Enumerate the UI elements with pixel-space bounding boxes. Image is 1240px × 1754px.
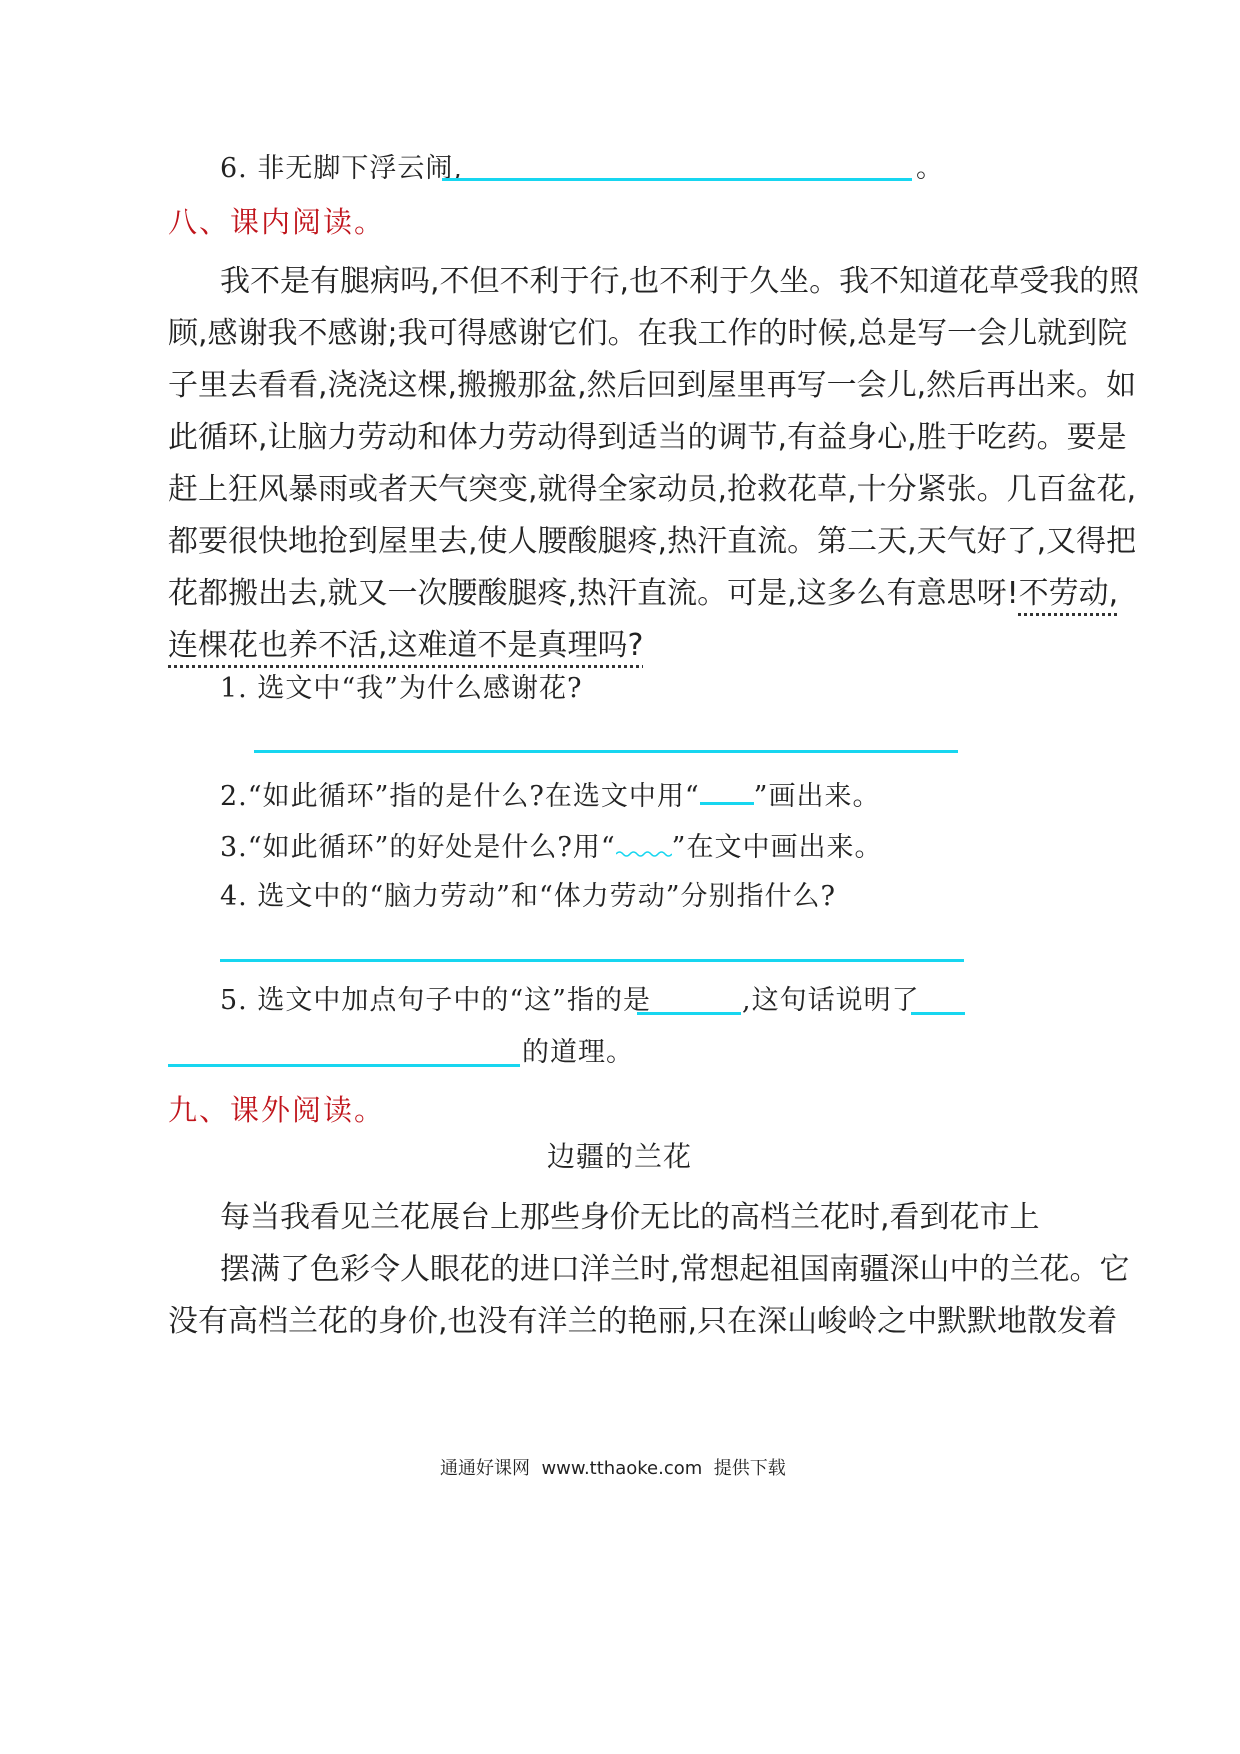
question-1: 1. 选文中“我”为什么感谢花?	[220, 673, 583, 704]
answer-line-q6[interactable]	[442, 178, 912, 181]
article-line-3: 没有高档兰花的身价,也没有洋兰的艳丽,只在深山峻岭之中默默地散发着	[168, 1304, 1118, 1339]
question-5-middle: ,这句话说明了	[742, 985, 920, 1016]
question-2-end: ”画出来。	[753, 781, 881, 812]
article-title: 边疆的兰花	[547, 1140, 693, 1173]
dotted-sentence-part-2: 连棵花也养不活,这难道不是真理吗?	[168, 628, 644, 663]
reading-line-6: 都要很快地抢到屋里去,使人腰酸腿疼,热汗直流。第二天,天气好了,又得把	[168, 524, 1137, 559]
straight-line-marker	[700, 776, 754, 805]
reading-line-8	[168, 620, 643, 664]
reading-line-5: 赶上狂风暴雨或者天气突变,就得全家动员,抢救花草,十分紧张。几百盆花,	[168, 472, 1137, 507]
reading-line-7-text: 花都搬出去,就又一次腰酸腿疼,热汗直流。可是,这多么有意思呀!	[168, 576, 1019, 611]
section-8-heading: 八、课内阅读。	[168, 205, 386, 239]
section-9-heading: 九、课外阅读。	[168, 1093, 386, 1127]
question-2	[220, 776, 880, 814]
poem-question-6	[220, 152, 463, 186]
question-3-end: ”在文中画出来。	[671, 832, 883, 863]
footer-watermark: 通通好课网 www.tthaoke.com 提供下载	[440, 1458, 786, 1479]
question-3-text: 3.“如此循环”的好处是什么?用“	[220, 832, 616, 863]
reading-line-4: 此循环,让脑力劳动和体力劳动得到适当的调节,有益身心,胜于吃药。要是	[168, 420, 1127, 455]
answer-line-q4[interactable]	[220, 959, 964, 962]
answer-line-q5-c[interactable]	[168, 1064, 520, 1067]
article-line-2: 摆满了色彩令人眼花的进口洋兰时,常想起祖国南疆深山中的兰花。它	[220, 1252, 1130, 1287]
question-3	[220, 828, 882, 865]
reading-line-1: 我不是有腿病吗,不但不利于行,也不利于久坐。我不知道花草受我的照	[220, 264, 1140, 299]
question-4: 4. 选文中的“脑力劳动”和“体力劳动”分别指什么?	[220, 881, 837, 912]
question-5: 5. 选文中加点句子中的“这”指的是	[220, 985, 651, 1016]
dotted-sentence-part-1: 不劳动,	[1018, 576, 1119, 611]
poem-question-6-end: 。	[916, 153, 944, 184]
answer-line-q1[interactable]	[254, 750, 958, 753]
poem-question-6-text: 6. 非无脚下浮云闹,	[220, 153, 463, 184]
answer-line-q5-b[interactable]	[911, 1012, 965, 1015]
article-line-1: 每当我看见兰花展台上那些身价无比的高档兰花时,看到花市上	[220, 1200, 1040, 1235]
reading-line-2: 顾,感谢我不感谢;我可得感谢它们。在我工作的时候,总是写一会儿就到院	[168, 316, 1128, 351]
reading-line-3: 子里去看看,浇浇这棵,搬搬那盆,然后回到屋里再写一会儿,然后再出来。如	[168, 368, 1137, 403]
reading-line-7	[168, 568, 1118, 612]
question-5-end: 的道理。	[522, 1037, 634, 1068]
question-2-text: 2.“如此循环”指的是什么?在选文中用“	[220, 781, 700, 812]
answer-line-q5-a[interactable]	[637, 1012, 741, 1015]
wavy-line-marker	[616, 828, 672, 856]
